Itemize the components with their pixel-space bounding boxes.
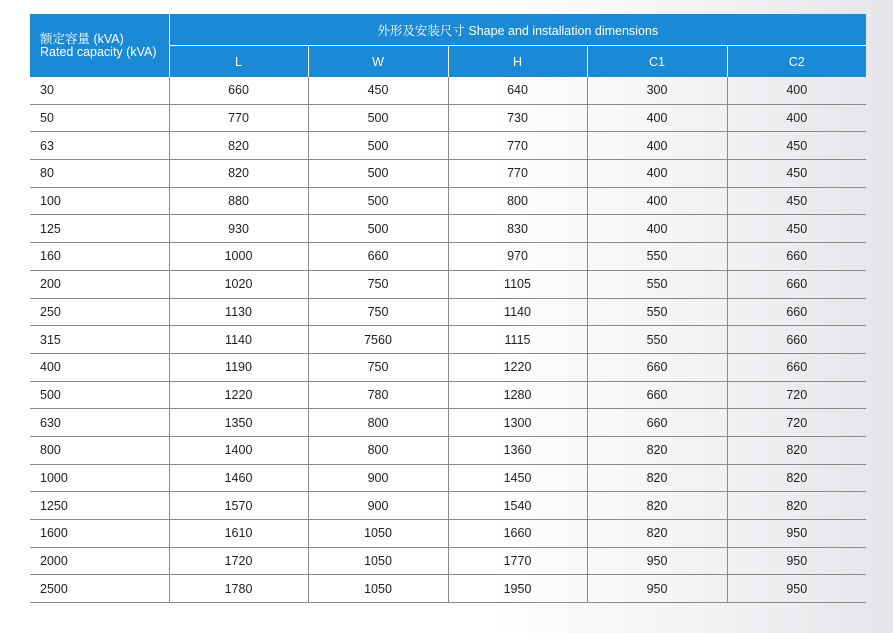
table-row [30, 160, 866, 188]
dimensions-table-container [30, 14, 866, 603]
cell-c1: 400 [587, 187, 727, 215]
cell-h: 730 [448, 104, 587, 132]
cell-c1: 660 [587, 409, 727, 437]
cell-w: 780 [308, 381, 448, 409]
cell-h: 1105 [448, 270, 587, 298]
cell-c1: 300 [587, 77, 727, 104]
cell-c2: 450 [727, 215, 866, 243]
cell-c2: 450 [727, 160, 866, 188]
table-row [30, 409, 866, 437]
cell-capacity: 63 [30, 132, 169, 160]
cell-l: 1020 [169, 270, 308, 298]
rated-capacity-header [30, 14, 169, 77]
cell-c2: 950 [727, 520, 866, 548]
cell-c1: 950 [587, 547, 727, 575]
rated-capacity-header-en: Rated capacity (kVA) [40, 44, 157, 59]
cell-l: 1350 [169, 409, 308, 437]
dimensions-table [30, 14, 866, 603]
cell-l: 820 [169, 132, 308, 160]
dimensions-group-header: 外形及安装尺寸 Shape and installation dimensions [169, 14, 866, 46]
cell-h: 830 [448, 215, 587, 243]
cell-c2: 660 [727, 270, 866, 298]
table-row [30, 215, 866, 243]
cell-c1: 820 [587, 492, 727, 520]
cell-c1: 820 [587, 436, 727, 464]
cell-h: 1950 [448, 575, 587, 603]
table-row [30, 104, 866, 132]
table-row [30, 77, 866, 104]
cell-w: 1050 [308, 547, 448, 575]
cell-c2: 660 [727, 353, 866, 381]
cell-w: 500 [308, 215, 448, 243]
rated-capacity-header-cn: 额定容量 (kVA) [40, 31, 124, 46]
cell-w: 7560 [308, 326, 448, 354]
table-row [30, 436, 866, 464]
cell-h: 770 [448, 160, 587, 188]
cell-capacity: 1250 [30, 492, 169, 520]
table-row [30, 547, 866, 575]
cell-c1: 550 [587, 243, 727, 271]
cell-l: 1460 [169, 464, 308, 492]
cell-capacity: 160 [30, 243, 169, 271]
cell-c2: 720 [727, 381, 866, 409]
cell-w: 500 [308, 187, 448, 215]
cell-capacity: 100 [30, 187, 169, 215]
cell-c2: 950 [727, 547, 866, 575]
table-body [30, 77, 866, 603]
cell-w: 750 [308, 298, 448, 326]
cell-h: 1660 [448, 520, 587, 548]
cell-c1: 550 [587, 270, 727, 298]
column-header-c2: C2 [727, 46, 866, 78]
cell-l: 1570 [169, 492, 308, 520]
cell-h: 1450 [448, 464, 587, 492]
cell-w: 800 [308, 409, 448, 437]
cell-c2: 820 [727, 436, 866, 464]
cell-c2: 720 [727, 409, 866, 437]
column-header-l: L [169, 46, 308, 78]
cell-c1: 660 [587, 353, 727, 381]
cell-h: 640 [448, 77, 587, 104]
cell-capacity: 50 [30, 104, 169, 132]
cell-w: 500 [308, 160, 448, 188]
cell-capacity: 1000 [30, 464, 169, 492]
column-header-c1: C1 [587, 46, 727, 78]
cell-w: 660 [308, 243, 448, 271]
cell-capacity: 500 [30, 381, 169, 409]
cell-l: 1610 [169, 520, 308, 548]
cell-h: 1360 [448, 436, 587, 464]
cell-capacity: 630 [30, 409, 169, 437]
table-row [30, 270, 866, 298]
cell-c1: 820 [587, 520, 727, 548]
cell-c1: 400 [587, 104, 727, 132]
cell-capacity: 315 [30, 326, 169, 354]
cell-capacity: 125 [30, 215, 169, 243]
cell-w: 750 [308, 353, 448, 381]
cell-c2: 400 [727, 104, 866, 132]
cell-capacity: 250 [30, 298, 169, 326]
cell-capacity: 2500 [30, 575, 169, 603]
cell-w: 500 [308, 104, 448, 132]
cell-c1: 400 [587, 160, 727, 188]
cell-c2: 950 [727, 575, 866, 603]
table-row [30, 520, 866, 548]
table-row [30, 575, 866, 603]
cell-h: 1140 [448, 298, 587, 326]
table-row [30, 353, 866, 381]
cell-c2: 820 [727, 492, 866, 520]
cell-h: 1280 [448, 381, 587, 409]
cell-h: 1540 [448, 492, 587, 520]
table-row [30, 381, 866, 409]
cell-c2: 660 [727, 243, 866, 271]
cell-c1: 400 [587, 132, 727, 160]
cell-c2: 450 [727, 132, 866, 160]
cell-capacity: 1600 [30, 520, 169, 548]
cell-capacity: 200 [30, 270, 169, 298]
table-header [30, 14, 866, 77]
cell-w: 900 [308, 464, 448, 492]
table-row [30, 326, 866, 354]
cell-h: 1300 [448, 409, 587, 437]
cell-h: 1220 [448, 353, 587, 381]
cell-capacity: 400 [30, 353, 169, 381]
table-row [30, 492, 866, 520]
cell-h: 1115 [448, 326, 587, 354]
cell-l: 1720 [169, 547, 308, 575]
cell-c2: 660 [727, 326, 866, 354]
cell-w: 1050 [308, 520, 448, 548]
cell-c1: 660 [587, 381, 727, 409]
cell-l: 1780 [169, 575, 308, 603]
cell-c1: 400 [587, 215, 727, 243]
cell-h: 800 [448, 187, 587, 215]
cell-l: 1220 [169, 381, 308, 409]
cell-h: 770 [448, 132, 587, 160]
cell-l: 1130 [169, 298, 308, 326]
cell-w: 900 [308, 492, 448, 520]
cell-l: 820 [169, 160, 308, 188]
cell-l: 1190 [169, 353, 308, 381]
cell-c2: 820 [727, 464, 866, 492]
table-row [30, 187, 866, 215]
cell-l: 660 [169, 77, 308, 104]
cell-capacity: 80 [30, 160, 169, 188]
cell-c1: 820 [587, 464, 727, 492]
cell-l: 1140 [169, 326, 308, 354]
cell-w: 450 [308, 77, 448, 104]
cell-capacity: 800 [30, 436, 169, 464]
cell-w: 800 [308, 436, 448, 464]
cell-capacity: 2000 [30, 547, 169, 575]
cell-c1: 950 [587, 575, 727, 603]
cell-l: 1400 [169, 436, 308, 464]
cell-w: 1050 [308, 575, 448, 603]
cell-l: 1000 [169, 243, 308, 271]
cell-l: 930 [169, 215, 308, 243]
cell-h: 1770 [448, 547, 587, 575]
cell-l: 770 [169, 104, 308, 132]
cell-c2: 400 [727, 77, 866, 104]
column-header-h: H [448, 46, 587, 78]
cell-c2: 450 [727, 187, 866, 215]
cell-capacity: 30 [30, 77, 169, 104]
column-header-w: W [308, 46, 448, 78]
cell-h: 970 [448, 243, 587, 271]
table-row [30, 132, 866, 160]
cell-w: 500 [308, 132, 448, 160]
cell-l: 880 [169, 187, 308, 215]
table-row [30, 464, 866, 492]
table-row [30, 298, 866, 326]
cell-c1: 550 [587, 298, 727, 326]
cell-c1: 550 [587, 326, 727, 354]
table-row [30, 243, 866, 271]
cell-c2: 660 [727, 298, 866, 326]
cell-w: 750 [308, 270, 448, 298]
